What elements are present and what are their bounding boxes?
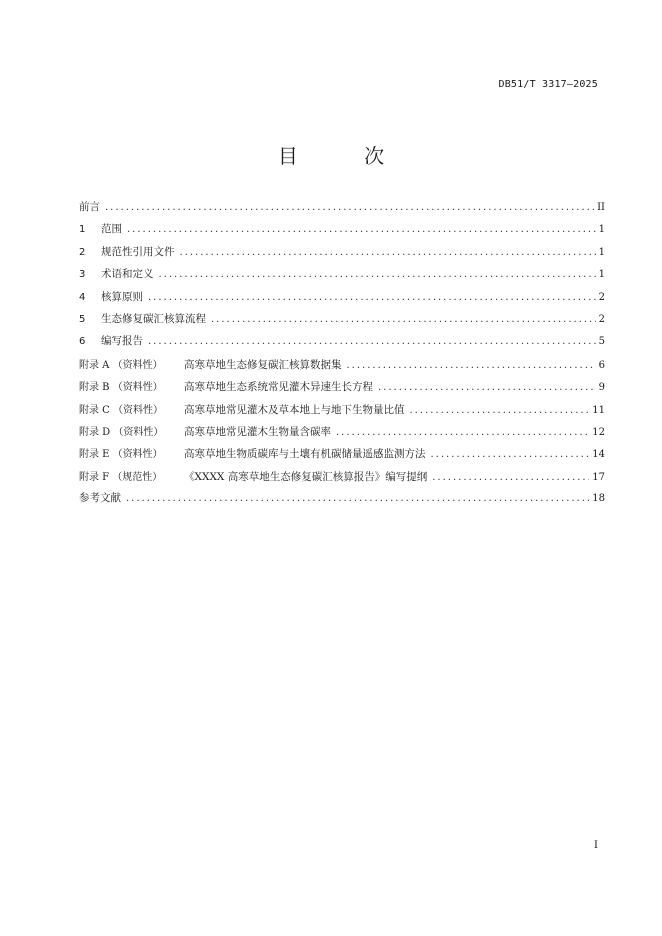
toc-entry-title: 高寒草地生态系统常见灌木异速生长方程 [184, 381, 373, 394]
toc-entry-annex-label: 附录 E （资料性） [79, 449, 163, 461]
toc-leader-dots [378, 382, 596, 393]
toc-entry-page: II [597, 202, 605, 213]
toc-entry-foreword[interactable] [79, 199, 605, 221]
toc-entry-title: 高寒草地常见灌木生物量含碳率 [184, 425, 331, 438]
toc-entry-title: 生态修复碳汇核算流程 [101, 312, 206, 325]
toc-entry-number: 6 [79, 336, 86, 348]
toc-entry-title: 编写报告 [101, 335, 143, 348]
toc-entry-page: 5 [598, 336, 605, 348]
toc-entry-annex-label: 附录 B （资料性） [79, 382, 163, 394]
toc-entry-page: 11 [592, 404, 605, 416]
toc-entry-title: 规范性引用文件 [101, 245, 175, 258]
toc-entry-page: 9 [598, 382, 605, 394]
toc-entry-report-writing[interactable] [79, 333, 605, 355]
toc-entry-title: 核算原则 [101, 290, 143, 303]
toc-entry-page: 6 [598, 359, 605, 371]
toc-leader-dots [148, 292, 596, 303]
toc-leader-dots [126, 493, 589, 504]
toc-entry-page: 18 [592, 493, 605, 505]
toc-entry-annex-label: 附录 D （资料性） [79, 426, 164, 438]
toc-entry-page: 2 [598, 313, 605, 325]
toc-entry-annex-b[interactable] [79, 378, 605, 400]
toc-entry-title: 参考文献 [79, 492, 121, 505]
toc-entry-accounting-process[interactable] [79, 311, 605, 333]
page-title: 目 次 [277, 144, 415, 168]
toc-leader-dots [159, 269, 596, 280]
toc-entry-title: 《XXXX 高寒草地生态修复碳汇核算报告》编写提纲 [184, 470, 428, 483]
toc-leader-dots [410, 405, 590, 416]
toc-entry-bibliography[interactable] [79, 490, 605, 512]
toc-entry-annex-a[interactable] [79, 356, 605, 378]
toc-entry-number: 3 [79, 269, 86, 281]
toc-entry-page: 1 [598, 269, 605, 281]
toc-entry-title: 高寒草地生物质碳库与土壤有机碳储量遥感监测方法 [184, 448, 426, 461]
toc-entry-annex-d[interactable] [79, 423, 605, 445]
table-of-contents [79, 199, 605, 512]
standard-code: DB51/T 3317—2025 [498, 79, 598, 90]
toc-entry-number: 2 [79, 246, 86, 258]
toc-leader-dots [336, 427, 589, 438]
toc-entry-normative-references[interactable] [79, 244, 605, 266]
toc-leader-dots [105, 202, 594, 213]
toc-leader-dots [211, 314, 596, 325]
toc-entry-title: 范围 [101, 223, 122, 236]
toc-entry-annex-c[interactable] [79, 401, 605, 423]
toc-entry-title: 高寒草地常见灌木及草本地上与地下生物量比值 [184, 403, 405, 416]
toc-entry-annex-label: 附录 F （规范性） [79, 471, 163, 483]
toc-entry-page: 12 [592, 426, 605, 438]
toc-leader-dots [432, 472, 589, 483]
toc-entry-annex-label: 附录 A （资料性） [79, 359, 163, 371]
toc-entry-title: 高寒草地生态修复碳汇核算数据集 [184, 358, 342, 371]
toc-entry-page: 2 [598, 291, 605, 303]
toc-leader-dots [347, 360, 596, 371]
toc-entry-number: 1 [79, 224, 86, 236]
toc-entry-number: 4 [79, 291, 86, 303]
toc-entry-page: 17 [592, 471, 605, 483]
toc-leader-dots [127, 224, 596, 235]
toc-entry-accounting-principles[interactable] [79, 289, 605, 311]
toc-entry-scope[interactable] [79, 221, 605, 243]
toc-entry-page: 1 [598, 224, 605, 236]
toc-entry-page: 1 [598, 246, 605, 258]
page-number: I [594, 840, 598, 851]
toc-entry-annex-f[interactable] [79, 468, 605, 490]
toc-entry-title: 术语和定义 [101, 268, 154, 281]
toc-entry-title: 前言 [79, 201, 100, 213]
toc-leader-dots [148, 336, 596, 347]
toc-leader-dots [431, 449, 590, 460]
toc-entry-terms-definitions[interactable] [79, 266, 605, 288]
toc-entry-number: 5 [79, 313, 86, 325]
toc-entry-page: 14 [592, 449, 605, 461]
toc-leader-dots [180, 247, 596, 258]
toc-entry-annex-e[interactable] [79, 445, 605, 467]
toc-entry-annex-label: 附录 C （资料性） [79, 404, 164, 416]
